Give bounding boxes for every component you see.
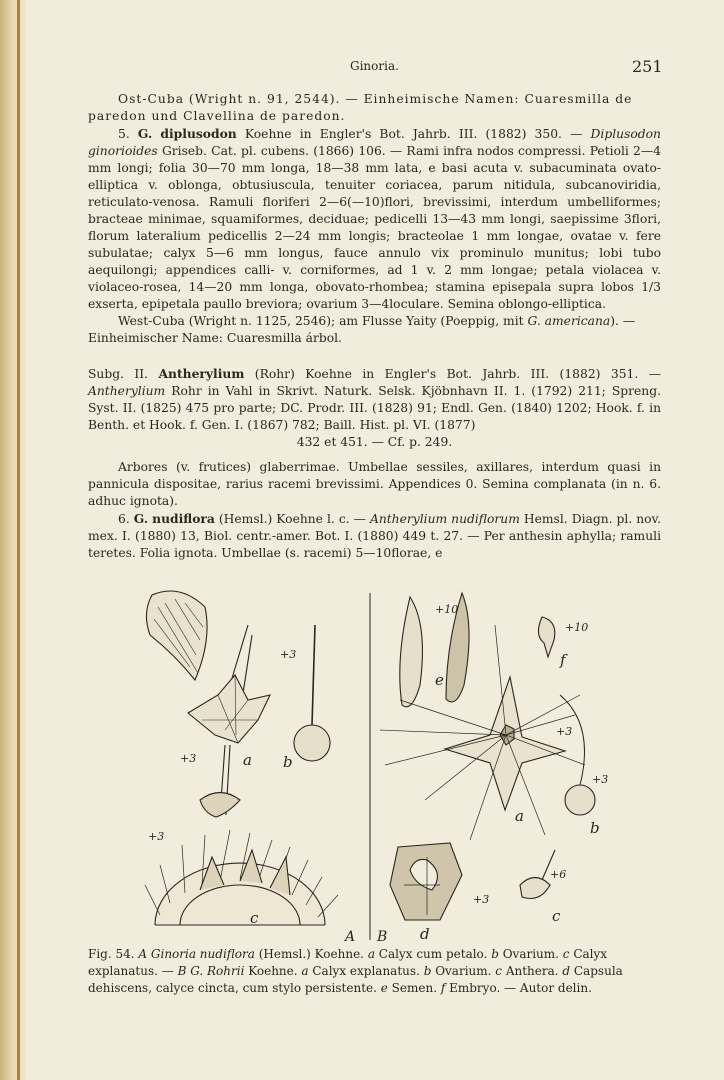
caption-letter: f [440, 981, 446, 995]
figure-caption [88, 946, 663, 997]
calyx-explanatus-c-drawing [145, 830, 338, 925]
mag-label: +6 [550, 868, 567, 881]
label-c: c [250, 909, 259, 927]
caption-letter: c [562, 947, 570, 961]
book-spine [0, 0, 26, 1080]
caption-letter: a [301, 964, 309, 978]
petal-drawing [146, 591, 207, 680]
label-b: b [283, 753, 293, 771]
description-text: Griseb. Cat. pl. cubens. (1866) 106. — Rami infra nodos compressi. Petioli 2—4 mm longi; folia 30—70 mm longa, 18—38 mm lata, e basi acuta v. subacuminata ovato-elliptica v. oblonga, obtusiuscula, tenuiter coriacea, parum nitidula, subcanoviridia, reticulato-venosa. Ramuli floriferi 2—6(—10)flori, brevissimi, interdum umbelliformes; bracteae minimae, squamiformes, deciduae; pedicelli 13—43 mm longi, saepissime 3flori, florum lateralium pedicellis 2—24 mm longis; bracteolae 1 mm longae, ovatae v. fere subulatae; calyx 5—6 mm longus, fauce annulo vix prominulo munitus; lobi tubo aequilongi; appendices calli- v. corniformes, ad 1 v. 2 mm longae; petala violacea v. violaceo-rosea, 14—20 mm longa, obovato-rhombea; stamina episepala supra lobos [88, 144, 661, 294]
label-b: b [590, 819, 600, 837]
label-d: d [420, 925, 430, 943]
citation-text: (Hemsl.) Koehne l. c. — [214, 512, 370, 526]
mag-label: +10 [565, 621, 589, 634]
figure-A [145, 591, 355, 945]
mag-label: +3 [148, 830, 165, 843]
mag-label: +10 [435, 603, 459, 616]
text-block-species-5 [88, 91, 661, 347]
description-text-end: exserta, epipetala paullo breviora; ovarium 3—4loculare. Semina oblongo-elliptica. [88, 297, 606, 311]
running-header: Ginoria. [350, 59, 399, 73]
embryo-f-drawing [538, 617, 554, 657]
literature-references: Rohr in Vahl in Skrivt. Naturk. Selsk. Kjöbnhavn II. 1. (1792) 211; Spreng. Syst. II. (1825) 475 pro parte; DC. Prodr. III. (1828) 91; Endl. Gen. (1840) 1202; Hook. f. in Benth. et Hook. f. Gen. I. (1867) 782; Baill. Hist. pl. VI. (1877) [88, 384, 661, 432]
caption-species: Ginoria nudiflora [150, 947, 255, 961]
caption-text: Koehne. [244, 964, 302, 978]
label-a: a [515, 807, 524, 825]
caption-letter: b [491, 947, 499, 961]
subgenus-citation: (Rohr) Koehne in Engler's Bot. Jahrb. III. (1882) 351. — [244, 367, 661, 381]
ovarium-b-drawing [294, 625, 330, 761]
subgenus-label: Subg. II. [88, 367, 159, 381]
genus-abbrev: G. [137, 126, 153, 141]
caption-text: Capsula dehiscens, calyce cincta, cum stylo persistente. [88, 964, 623, 995]
species-name: nudiflora [152, 511, 215, 526]
caption-letter: c [495, 964, 503, 978]
caption-text: Embryo. — Autor delin. [445, 981, 592, 995]
label-f: f [560, 651, 566, 669]
genus-abbrev: G. [133, 511, 149, 526]
locality-paragraph-1: Ost-Cuba (Wright n. 91, 2544). — Einheimische Namen: Cuaresmilla de paredon und Clavellina de paredon. [88, 92, 633, 123]
mag-label: +3 [280, 648, 297, 661]
caption-text: Calyx cum petalo. [374, 947, 492, 961]
caption-letter: a [367, 947, 375, 961]
subgenus-paragraph [88, 365, 661, 434]
mag-label: +3 [180, 752, 197, 765]
mag-label: +3 [556, 725, 573, 738]
vernacular-name: ). — Einheimischer Name: Cuaresmilla árbol. [88, 314, 636, 345]
mag-label: +3 [592, 773, 609, 786]
citation-text: Koehne in Engler's Bot. Jahrb. III. (1882) 350. — [236, 127, 591, 141]
label-B: B [377, 929, 388, 945]
caption-letter: e [380, 981, 388, 995]
subgenus-name: Antherylium [158, 366, 245, 381]
capsula-d-drawing [390, 843, 462, 920]
caption-text: (Hemsl.) Koehne. [254, 947, 368, 961]
spine-edge [17, 0, 20, 1080]
caption-text: Calyx explanatus. — [88, 947, 608, 978]
synonym: Antherylium nudiflorum [369, 512, 520, 526]
species-number: 5. [118, 127, 130, 141]
description-text: Hemsl. Diagn. pl. nov. mex. I. (1880) 13, Biol. centr.-amer. Bot. I. (1880) 449 t. 27. — Per anthesin aphylla; ramuli teretes. Folia ignota. Umbellae (s. racemi) 5—10florae, e [88, 512, 661, 560]
caption-text: Anthera. [502, 964, 563, 978]
species-italic: G. americana [527, 314, 611, 328]
caption-text: Ovarium. [431, 964, 496, 978]
caption-letter: d [562, 964, 571, 978]
caption-text: Calyx explanatus. [308, 964, 424, 978]
caption-letter: b [423, 964, 432, 978]
caption-text: Semen. [387, 981, 441, 995]
synonym: Diplusodon ginorioides [88, 127, 661, 158]
ovarium-b2-drawing [560, 695, 595, 815]
species-name: diplusodon [160, 126, 237, 141]
text-block-subgenus [88, 365, 661, 562]
figure-illustration [140, 585, 670, 945]
label-A: A [345, 929, 356, 945]
subgenus-description: Arbores (v. frutices) glaberrimae. Umbellae sessiles, axillares, interdum quasi in pannicula dispositae, rarius racemi brevissimi. Appendices 0. Semina complanata (in n. 6. adhuc ignota). [88, 460, 661, 508]
caption-part-label: B [177, 964, 187, 978]
mag-label: +3 [473, 893, 490, 906]
references-end: 432 et 451. — Cf. p. 249. [296, 435, 453, 449]
label-e: e [435, 671, 444, 689]
locality-paragraph-2 [88, 313, 661, 347]
synonym-italic: Antherylium [88, 384, 166, 398]
fig-number: Fig. 54. [88, 947, 135, 961]
species-number: 6. [118, 512, 130, 526]
locality-text: West-Cuba (Wright n. 1125, 2546); am Flusse Yaity (Poeppig, mit [118, 314, 528, 328]
species-6-description [88, 510, 661, 562]
label-c: c [552, 907, 561, 925]
label-a: a [243, 751, 252, 769]
caption-species: G. Rohrii [190, 964, 245, 978]
species-5-description [88, 125, 661, 313]
figure-B [376, 593, 608, 945]
fraction: 1/3 [641, 280, 661, 294]
caption-part-label: A [138, 947, 148, 961]
page-number: 251 [632, 57, 663, 76]
botanical-figure [140, 585, 670, 945]
caption-text: Ovarium. [498, 947, 563, 961]
